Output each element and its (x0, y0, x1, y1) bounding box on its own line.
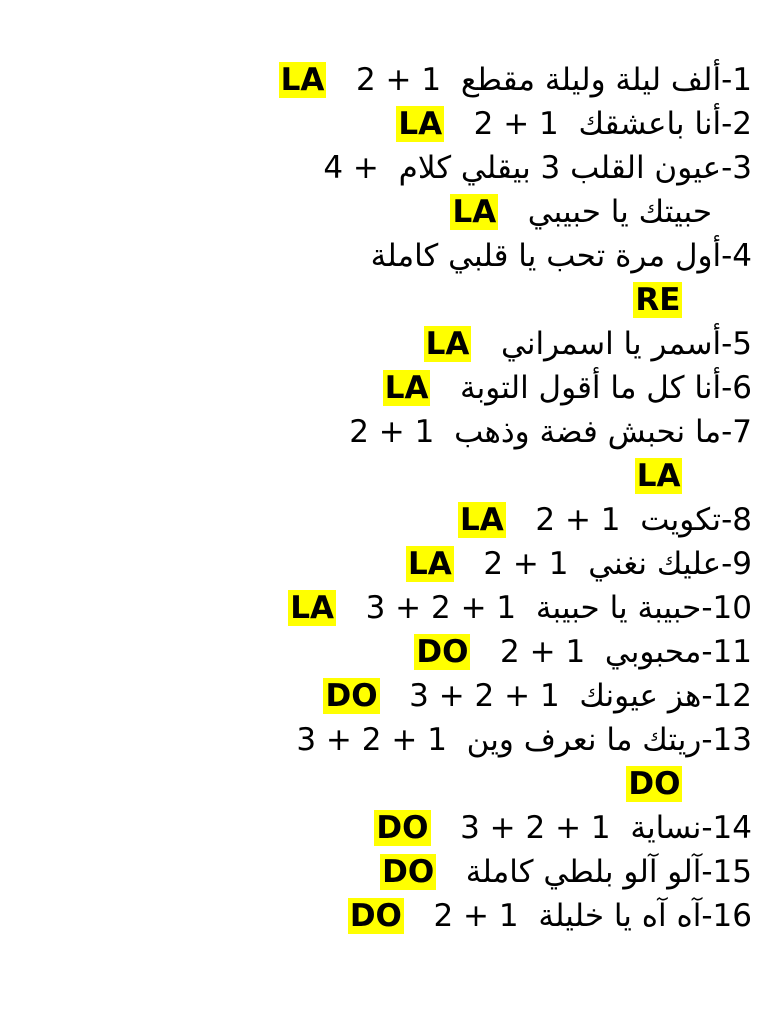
song-line: 13-ريتك ما نعرف وين 1 + 2 + 3 (296, 722, 752, 758)
key-note-badge: DO (325, 678, 378, 714)
key-note-badge: LA (460, 502, 504, 538)
song-parts: 1 + 2 (433, 898, 519, 934)
song-item (32, 366, 752, 410)
song-number: 5 (732, 326, 752, 362)
song-title: ريتك ما نعرف وين (466, 722, 702, 758)
song-number: 15 (712, 854, 752, 890)
song-number: 4 (732, 238, 752, 274)
song-title: أنا كل ما أقول التوبة (460, 370, 722, 406)
song-line: 10-حبيبة يا حبيبة 1 + 2 + 3 LA (290, 590, 752, 626)
song-item (32, 850, 752, 894)
song-number: 3 (732, 150, 752, 186)
song-item (32, 894, 752, 938)
song-parts: 1 + 2 (500, 634, 586, 670)
song-item (32, 674, 752, 718)
key-note-badge: LA (636, 458, 681, 494)
song-parts: 1 + 2 + 3 (296, 722, 447, 758)
song-title: حبيتك يا حبيبي (527, 194, 712, 230)
song-line: 2-أنا باعشقك 1 + 2 LA (398, 106, 752, 142)
song-title: محبوبي (604, 634, 702, 670)
song-line: 12-هز عيونك 1 + 2 + 3 DO (325, 678, 752, 714)
song-title: ما نحبش فضة وذهب (454, 414, 722, 450)
key-note-badge: LA (384, 370, 429, 406)
song-parts: 1 + 2 (355, 62, 442, 98)
song-parts: 1 + 2 (473, 106, 559, 142)
song-line (32, 278, 752, 322)
song-item (32, 718, 752, 806)
song-number: 12 (712, 678, 752, 714)
key-note-badge: LA (408, 546, 452, 582)
song-number: 9 (732, 546, 752, 582)
song-line (32, 454, 752, 498)
song-line: 8-تكويت 1 + 2 LA (460, 502, 752, 538)
key-note-badge: DO (376, 810, 429, 846)
key-note-badge: DO (382, 854, 435, 890)
song-line: 3-عيون القلب 3 بيقلي كلام + 4 (323, 150, 752, 186)
song-number: 14 (712, 810, 752, 846)
song-list (32, 58, 752, 938)
song-line: 14-نساية 1 + 2 + 3 DO (376, 810, 752, 846)
song-parts: 1 + 2 (349, 414, 435, 450)
song-line: 1-ألف ليلة وليلة مقطع 1 + 2 LA (280, 62, 752, 98)
song-item (32, 806, 752, 850)
key-note-badge: LA (425, 326, 470, 362)
song-item (32, 498, 752, 542)
song-title: عيون القلب 3 بيقلي كلام (398, 150, 722, 186)
song-title: عليك نغني (588, 546, 722, 582)
key-note-badge: DO (628, 766, 681, 802)
song-title: هز عيونك (579, 678, 702, 714)
song-item (32, 234, 752, 322)
song-line: 6-أنا كل ما أقول التوبة LA (384, 370, 752, 406)
song-parts: 1 + 2 (483, 546, 569, 582)
song-title: تكويت (640, 502, 722, 538)
song-title: نساية (630, 810, 702, 846)
key-note-badge: DO (349, 898, 402, 934)
song-title: أول مرة تحب يا قلبي كاملة (370, 238, 722, 274)
song-item (32, 630, 752, 674)
song-title: آلو آلو بلطي كاملة (465, 854, 702, 890)
song-line: 11-محبوبي 1 + 2 DO (416, 634, 752, 670)
song-line (32, 190, 752, 234)
song-line: 4-أول مرة تحب يا قلبي كاملة (370, 238, 752, 274)
song-item (32, 322, 752, 366)
song-title: حبيبة يا حبيبة (535, 590, 702, 626)
song-item (32, 542, 752, 586)
song-item (32, 586, 752, 630)
key-note-badge: LA (280, 62, 325, 98)
song-number: 13 (712, 722, 752, 758)
song-parts: 1 + 2 + 3 (409, 678, 560, 714)
song-line: 7-ما نحبش فضة وذهب 1 + 2 (349, 414, 752, 450)
key-note-badge: LA (452, 194, 497, 230)
song-title: آه آه يا خليلة (538, 898, 702, 934)
song-line: 5-أسمر يا اسمراني LA (425, 326, 752, 362)
song-parts: 1 + 2 + 3 (460, 810, 611, 846)
song-number: 2 (732, 106, 752, 142)
song-line: 15-آلو آلو بلطي كاملة DO (382, 854, 752, 890)
song-item (32, 410, 752, 498)
key-note-badge: LA (290, 590, 335, 626)
song-number: 16 (712, 898, 752, 934)
song-title: أسمر يا اسمراني (500, 326, 722, 362)
key-note-badge: LA (398, 106, 443, 142)
song-item (32, 146, 752, 234)
song-parts: 1 + 2 (535, 502, 621, 538)
song-line: 9-عليك نغني 1 + 2 LA (408, 546, 752, 582)
song-title: أنا باعشقك (578, 106, 722, 142)
song-number: 10 (712, 590, 752, 626)
song-number: 8 (732, 502, 752, 538)
song-number: 7 (732, 414, 752, 450)
key-note-badge: RE (635, 282, 681, 318)
song-title: ألف ليلة وليلة مقطع (460, 62, 722, 98)
song-line: 16-آه آه يا خليلة 1 + 2 DO (349, 898, 752, 934)
key-note-badge: DO (416, 634, 469, 670)
song-item (32, 58, 752, 102)
song-number: 11 (712, 634, 752, 670)
song-item (32, 102, 752, 146)
song-number: 6 (732, 370, 752, 406)
song-parts: + 4 (323, 150, 379, 186)
song-line (32, 762, 752, 806)
song-number: 1 (732, 62, 752, 98)
song-parts: 1 + 2 + 3 (365, 590, 517, 626)
